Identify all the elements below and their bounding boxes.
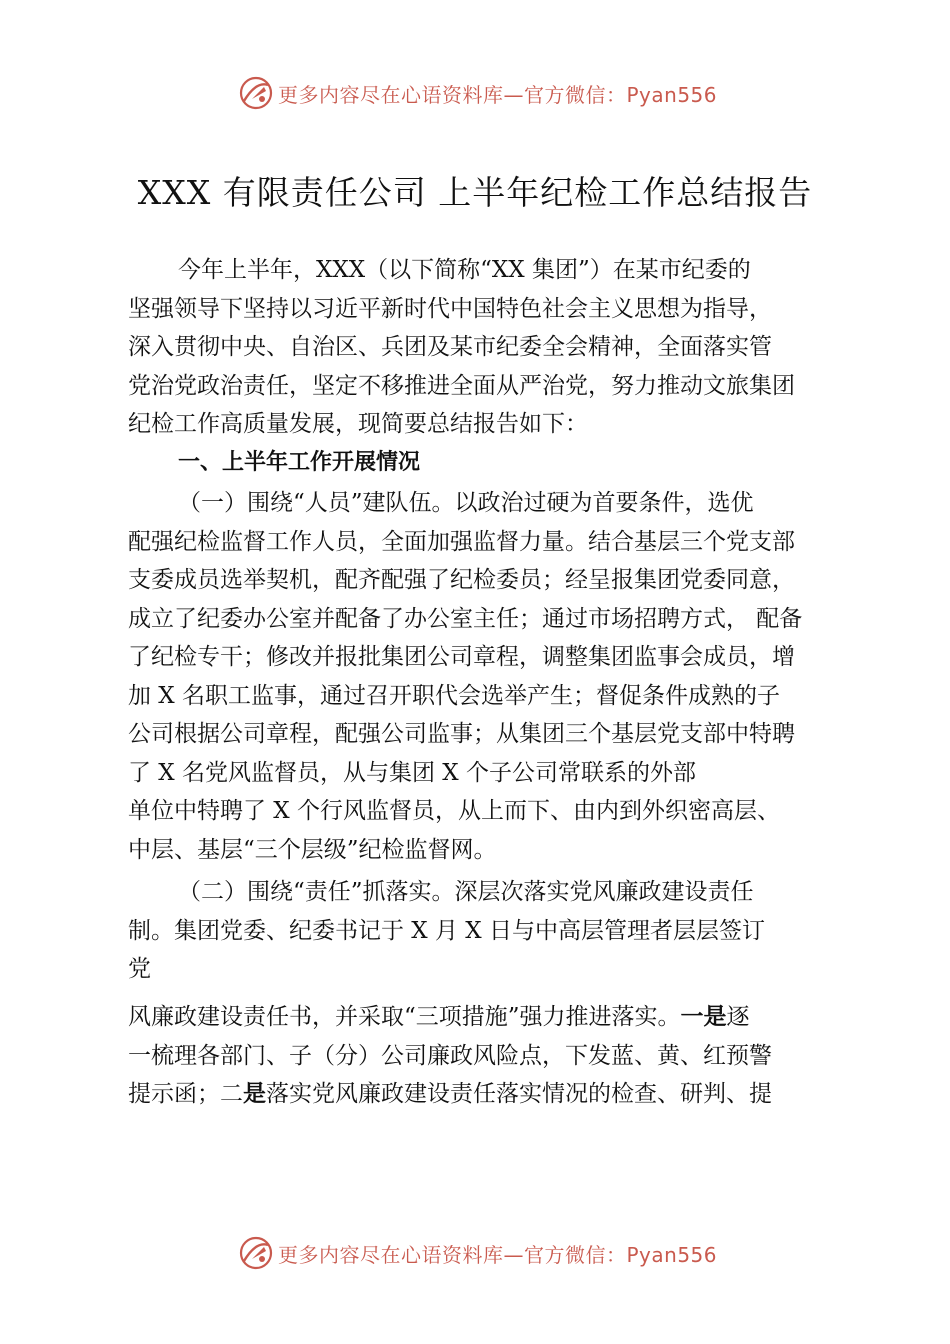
text-line: 中层、基层“三个层级”纪检监督网。 (128, 836, 497, 863)
text-line: 支委成员选举契机，配齐配强了纪检委员；经呈报集团党委同意， (128, 567, 795, 593)
text-run: 落实党风廉政建设责任落实情况的检查、研判、提 (266, 1081, 772, 1107)
text-line: 党 (128, 956, 151, 982)
text-line: 公司根据公司章程，配强公司监事；从集团三个基层党支部中特聘 (128, 721, 795, 747)
text-line (128, 1075, 848, 1114)
paragraph-personnel (128, 484, 848, 869)
text-run: 提示函；二 (128, 1081, 243, 1107)
logo-icon (238, 1235, 274, 1271)
text-line: 党治党政治责任，坚定不移推进全面从严治党，努力推动文旅集团 (128, 372, 795, 399)
text-line: 单位中特聘了 X 个行风监督员，从上而下、由内到外织密高层、 (128, 798, 780, 824)
text-line: （一）围绕“人员”建队伍。以政治过硬为首要条件，选优 (178, 490, 754, 516)
logo-icon (238, 75, 274, 111)
text-line: 加 X 名职工监事，通过召开职代会选举产生；督促条件成熟的子 (128, 682, 780, 709)
paragraph-measures (128, 998, 848, 1114)
watermark-text: 更多内容尽在心语资料库—官方微信：Pyan556 (278, 82, 718, 107)
text-line: 一梳理各部门、子（分）公司廉政风险点，下发蓝、黄、红预警 (128, 1042, 772, 1069)
bold-run: 一是 (680, 1004, 727, 1030)
text-run: 逐 (726, 1004, 750, 1030)
text-line: 深入贯彻中央、自治区、兵团及某市纪委全会精神，全面落实管 (128, 334, 772, 360)
document-title: XXX 有限责任公司 上半年纪检工作总结报告 (137, 173, 813, 212)
watermark-text: 更多内容尽在心语资料库—官方微信：Pyan556 (278, 1242, 718, 1267)
text-line: 成立了纪委办公室并配备了办公室主任；通过市场招聘方式， 配备 (128, 605, 803, 632)
watermark-footer (238, 1233, 717, 1273)
text-line: 制。集团党委、纪委书记于 X 月 X 日与中高层管理者层层签订 (128, 917, 765, 944)
text-line: （二）围绕“责任”抓落实。深层次落实党风廉政建设责任 (178, 879, 754, 905)
text-run: 风廉政建设责任书，并采取“三项措施”强力推进落实。 (128, 1004, 681, 1030)
text-line: 今年上半年，XXX（以下简称“XX 集团”）在某市纪委的 (178, 257, 751, 283)
paragraph-responsibility (128, 873, 848, 989)
section-heading-block (128, 444, 848, 483)
section-heading: 一、上半年工作开展情况 (178, 450, 421, 475)
watermark-header (238, 73, 717, 113)
intro-paragraph (128, 251, 848, 444)
text-line: 了纪检专干；修改并报批集团公司章程，调整集团监事会成员，增 (128, 644, 795, 670)
text-line: 坚强领导下坚持以习近平新时代中国特色社会主义思想为指导， (128, 295, 772, 322)
text-line: 配强纪检监督工作人员，全面加强监督力量。结合基层三个党支部 (128, 528, 795, 555)
bold-run: 是 (243, 1081, 266, 1107)
text-line (128, 998, 848, 1037)
text-line: 纪检工作高质量发展，现简要总结报告如下： (128, 411, 588, 437)
text-line: 了 X 名党风监督员，从与集团 X 个子公司常联系的外部 (128, 759, 696, 786)
